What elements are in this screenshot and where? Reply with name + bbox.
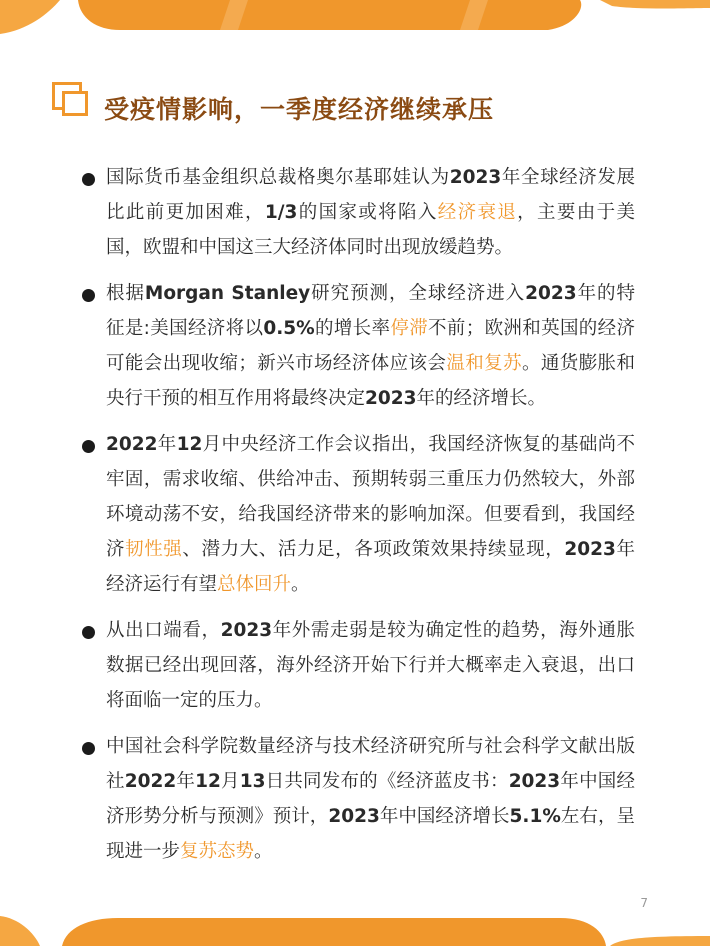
emphasis-text: Morgan Stanley	[144, 283, 311, 304]
text-segment: 年中国经济形势分析与预测》预计，	[106, 771, 635, 827]
bullet-text	[106, 729, 635, 869]
page-title: 受疫情影响，一季度经济继续承压	[104, 95, 495, 124]
bullet-item	[80, 729, 635, 869]
bullet-item	[80, 613, 635, 718]
bullet-text	[106, 613, 635, 718]
page-number: 7	[640, 896, 648, 910]
text-segment: 的增长率	[314, 318, 391, 339]
text-segment: 的国家或将陷入	[297, 202, 438, 223]
bottom-decoration-band	[0, 906, 710, 946]
highlight-text: 温和复苏	[446, 353, 522, 374]
emphasis-text: 2023	[328, 806, 380, 827]
text-segment: 年中国经济增长	[379, 806, 510, 827]
text-segment: 从出口端看，	[106, 620, 221, 641]
top-decoration-band	[0, 0, 710, 40]
emphasis-text: 2022	[106, 434, 158, 455]
highlight-text: 停滞	[390, 318, 429, 339]
text-segment: 中国社会科学院数量经济与技术经济研究所与社会科学文献出版社	[106, 736, 635, 792]
text-segment: ，主要由于美国，欧盟和中国这三大经济体同时出现放缓趋势。	[106, 202, 635, 258]
emphasis-text: 1/3	[264, 202, 298, 223]
text-segment: 年	[157, 434, 177, 455]
text-segment: 月	[220, 771, 240, 792]
emphasis-text: 2023	[508, 771, 561, 792]
text-segment: 。	[254, 841, 273, 862]
text-segment: 不前；欧洲和英国的经济可能会出现收缩；新兴市场经济体应该会	[106, 318, 635, 374]
text-segment: 年	[176, 771, 196, 792]
emphasis-text: 2023	[525, 283, 577, 304]
highlight-text: 韧性强	[125, 539, 183, 560]
text-segment: 年外需走弱是较为确定性的趋势，海外通胀数据已经出现回落，海外经济开始下行并大概率走入衰退，出口将面临一定的压力。	[106, 620, 635, 711]
emphasis-text: 0.5%	[263, 318, 315, 339]
text-segment: 年的经济增长。	[416, 388, 547, 409]
bullet-dot-icon	[82, 440, 95, 453]
emphasis-text: 12	[195, 771, 221, 792]
text-segment: 。	[291, 574, 310, 595]
section-header	[52, 82, 690, 132]
text-segment: 。通货膨胀和央行干预的相互作用将最终决定	[106, 353, 635, 409]
bullet-item	[80, 276, 635, 416]
emphasis-text: 2023	[365, 388, 417, 409]
text-segment: 根据	[106, 283, 145, 304]
text-segment: 年的特征是:美国经济将以	[106, 283, 635, 339]
emphasis-text: 12	[176, 434, 203, 455]
emphasis-text: 2023	[564, 539, 616, 560]
highlight-text: 总体回升	[217, 574, 292, 595]
text-segment: 月中央经济工作会议指出，我国经济恢复的基础尚不牢固，需求收缩、供给冲击、预期转弱三重压力仍然较大，外部环境动荡不安，给我国经济带来的影响加深。但要看到，我国经济	[106, 434, 635, 560]
text-segment: 左右，呈现进一步	[106, 806, 635, 862]
bullet-dot-icon	[82, 173, 95, 186]
bullet-list	[80, 160, 635, 880]
text-segment: 日共同发布的《经济蓝皮书：	[265, 771, 509, 792]
bullet-item	[80, 160, 635, 265]
bullet-dot-icon	[82, 742, 95, 755]
square-outline-icon	[52, 82, 88, 116]
highlight-text: 经济衰退	[437, 202, 518, 223]
bullet-dot-icon	[82, 626, 95, 639]
bullet-item	[80, 427, 635, 602]
emphasis-text: 2022	[124, 771, 177, 792]
bullet-dot-icon	[82, 289, 95, 302]
text-segment: 、潜力大、活力足，各项政策效果持续显现，	[182, 539, 565, 560]
emphasis-text: 2023	[220, 620, 273, 641]
bullet-text	[106, 160, 635, 265]
text-segment: 国际货币基金组织总裁格奥尔基耶娃认为	[106, 167, 450, 188]
bullet-text	[106, 427, 635, 602]
bullet-text	[106, 276, 635, 416]
emphasis-text: 5.1%	[509, 806, 561, 827]
emphasis-text: 2023	[449, 167, 502, 188]
emphasis-text: 13	[239, 771, 266, 792]
text-segment: 年经济运行有望	[106, 539, 635, 595]
highlight-text: 复苏态势	[180, 841, 255, 862]
text-segment: 年全球经济发展比此前更加困难，	[106, 167, 635, 223]
text-segment: 研究预测，全球经济进入	[310, 283, 526, 304]
